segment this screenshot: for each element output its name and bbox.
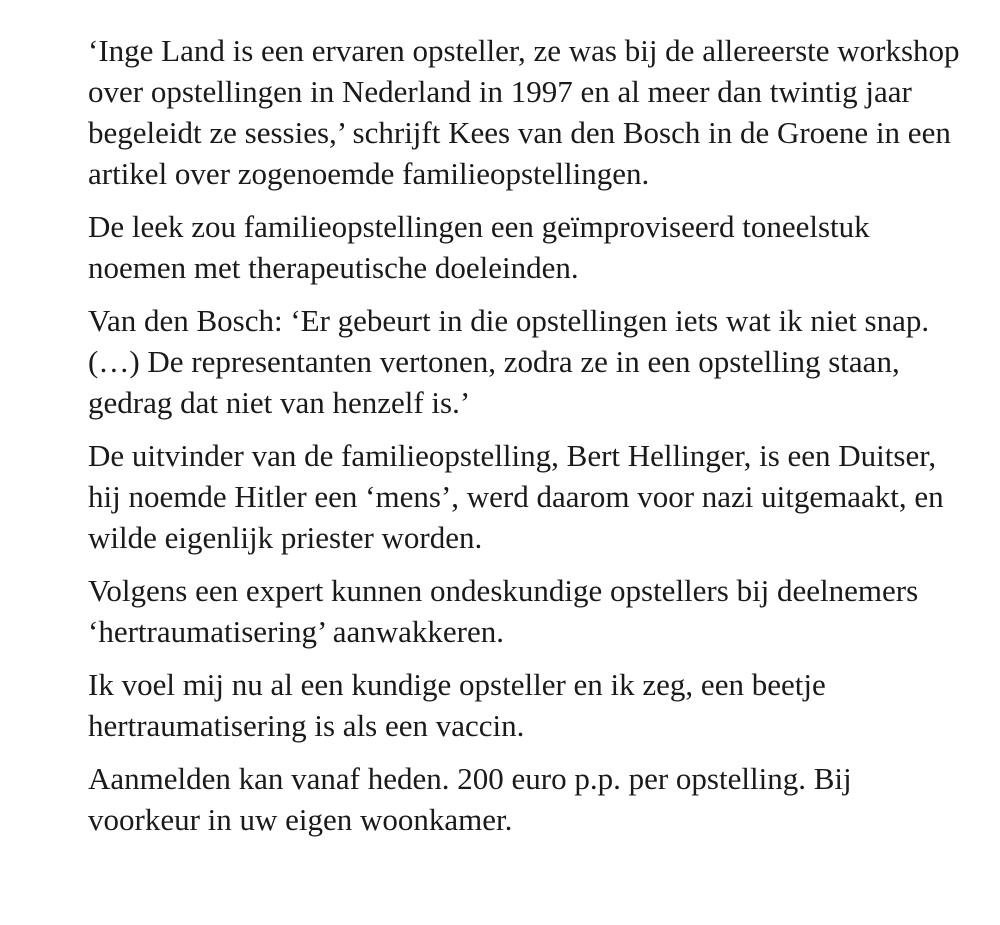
paragraph-signup: Aanmelden kan vanaf heden. 200 euro p.p. per opstelling. Bij voorkeur in uw eigen woonkamer. xyxy=(88,761,852,837)
paragraph-opinion: Ik voel mij nu al een kundige opsteller en ik zeg, een beetje hertraumatisering is als een vaccin. xyxy=(88,667,826,743)
paragraph-definition: De leek zou familieopstellingen een geïmproviseerd toneelstuk noemen met therapeutische doeleinden. xyxy=(88,209,870,285)
paragraph-intro: ‘Inge Land is een ervaren opsteller, ze was bij de allereerste workshop over opstellingen in Nederland in 1997 en al meer dan twintig jaar begeleidt ze sessies,’ schrijft Kees van den Bosch in de Groene in een artikel over zogenoemde familieopstellingen. xyxy=(88,33,960,191)
article-body xyxy=(88,30,968,852)
paragraph-quote: Van den Bosch: ‘Er gebeurt in die opstellingen iets wat ik niet snap. (…) De representanten vertonen, zodra ze in een opstelling staan, gedrag dat niet van henzelf is.’ xyxy=(88,303,930,420)
paragraph-inventor: De uitvinder van de familieopstelling, Bert Hellinger, is een Duitser, hij noemde Hitler een ‘mens’, werd daarom voor nazi uitgemaakt, en wilde eigenlijk priester worden. xyxy=(88,438,944,555)
paragraph-expert: Volgens een expert kunnen ondeskundige opstellers bij deelnemers ‘hertraumatisering’ aanwakkeren. xyxy=(88,573,919,649)
